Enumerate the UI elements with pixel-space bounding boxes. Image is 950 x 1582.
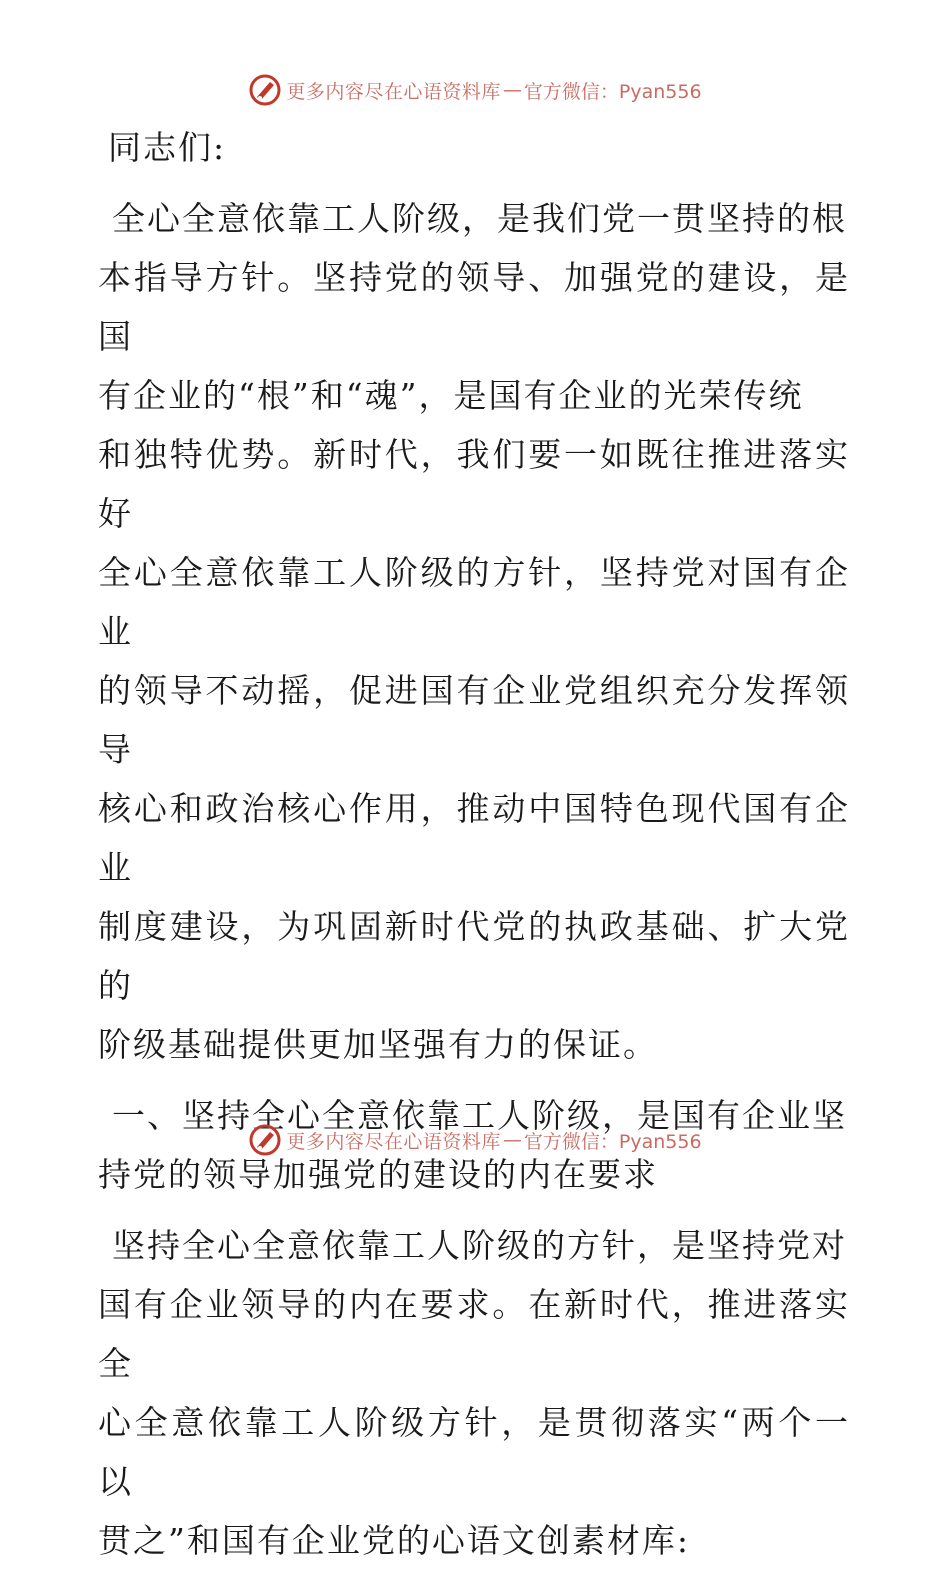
paragraph-line: 坚持全心全意依靠工人阶级的方针，是坚持党对	[112, 1226, 847, 1265]
header-watermark	[0, 70, 950, 110]
watermark-separator: —	[502, 1129, 522, 1151]
paragraph-1	[98, 189, 850, 1074]
paragraph-line: 心全意依靠工人阶级方针，是贯彻落实“两个一以	[98, 1403, 850, 1501]
paragraph-line: 全心全意依靠工人阶级的方针，坚持党对国有企业	[98, 553, 850, 651]
paragraph-line: 制度建设，为巩固新时代党的执政基础、扩大党的	[98, 907, 850, 1005]
pen-logo-icon	[248, 1123, 282, 1157]
watermark-wechat: 官方微信：Pyan556	[523, 1130, 702, 1153]
paragraph-line: 核心和政治核心作用，推动中国特色现代国有企业	[98, 789, 850, 887]
paragraph-line: 阶级基础提供更加坚强有力的保证。	[98, 1025, 658, 1064]
document-body	[98, 118, 850, 1582]
paragraph-line: 全心全意依靠工人阶级，是我们党一贯坚持的根	[112, 199, 847, 238]
watermark-text: 更多内容尽在心语资料库	[286, 80, 501, 103]
heading-line: 一、坚持全心全意依靠工人阶级，是国有企业坚	[112, 1096, 847, 1135]
pen-logo-icon	[248, 73, 282, 107]
paragraph-line: 本指导方针。坚持党的领导、加强党的建设，是国	[98, 258, 850, 356]
footer-watermark	[0, 1120, 950, 1160]
heading-line: 持党的领导加强党的建设的内在要求	[98, 1155, 658, 1194]
paragraph-line: 和独特优势。新时代，我们要一如既往推进落实好	[98, 435, 850, 533]
paragraph-2	[98, 1216, 850, 1570]
watermark-wechat: 官方微信：Pyan556	[523, 80, 702, 103]
paragraph-line: 有企业的“根”和“魂”，是国有企业的光荣传统	[98, 376, 804, 415]
watermark-text: 更多内容尽在心语资料库	[286, 1130, 501, 1153]
paragraph-line: 国有企业领导的内在要求。在新时代，推进落实全	[98, 1285, 850, 1383]
paragraph-line: 贯之”和国有企业党的心语文创素材库:	[98, 1521, 690, 1560]
watermark-separator: —	[502, 79, 522, 101]
salutation: 同志们:	[108, 128, 227, 167]
paragraph-line: 的领导不动摇，促进国有企业党组织充分发挥领导	[98, 671, 850, 769]
